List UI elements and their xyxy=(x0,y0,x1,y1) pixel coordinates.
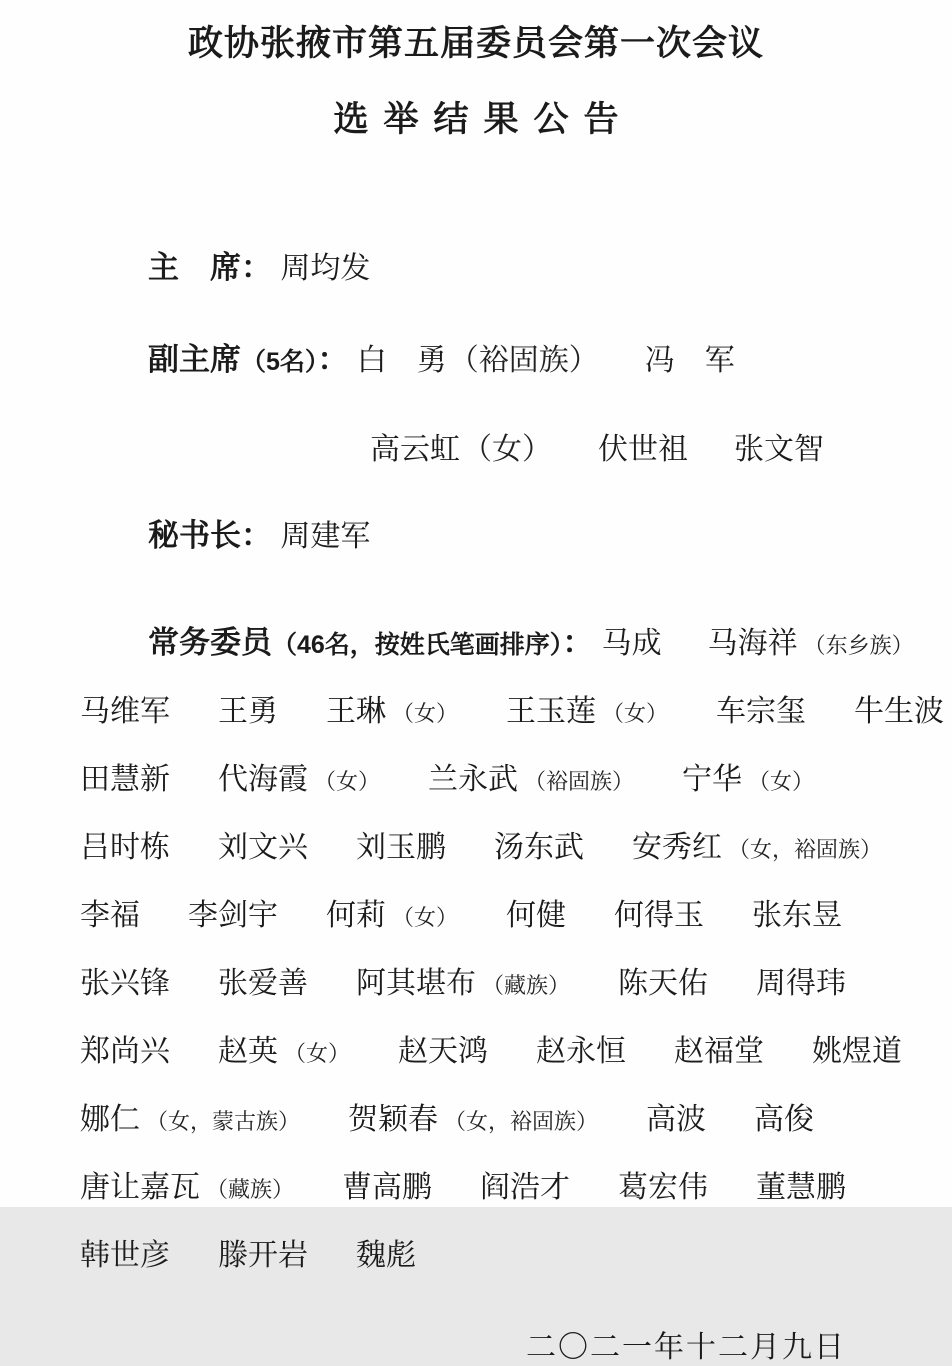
member-name: 张东昱 xyxy=(752,899,843,932)
member-name: 赵福堂 xyxy=(674,1035,765,1068)
member-name: 何健 xyxy=(506,899,567,932)
member-name: 汤东武 xyxy=(494,831,584,864)
member-name: 伏世祖 xyxy=(598,433,688,466)
secretary-general-colon: ： xyxy=(241,518,272,553)
member xyxy=(326,890,458,934)
member-annotation: （女，蒙古族） xyxy=(146,1109,301,1134)
member-name: 代海霞 xyxy=(218,763,308,796)
member-name: 张兴锋 xyxy=(80,967,170,1000)
member xyxy=(708,618,914,662)
member-name: 张文智 xyxy=(734,433,824,466)
standing-committee-colon: ： xyxy=(562,625,594,660)
member-annotation: （女，裕固族） xyxy=(728,837,883,862)
vice-chairmen-count-note: （5名） xyxy=(241,348,318,376)
member xyxy=(428,754,634,798)
vice-chairmen-label: 副主席 xyxy=(148,342,241,377)
chairman-name: 周均发 xyxy=(280,252,371,285)
member-name: 滕开岩 xyxy=(218,1239,308,1272)
member xyxy=(734,424,824,468)
vice-chairmen-colon: ： xyxy=(317,342,349,377)
standing-committee-label: 常务委员 xyxy=(148,625,272,660)
document-title-line1: 政协张掖市第五届委员会第一次会议 xyxy=(187,24,764,63)
member xyxy=(598,424,688,468)
member xyxy=(614,890,704,934)
member-annotation: （女） xyxy=(392,905,459,930)
member-annotation: （女） xyxy=(602,701,669,726)
member xyxy=(398,1026,488,1070)
committee-row xyxy=(80,890,882,934)
member-name: 马成 xyxy=(601,627,662,660)
member xyxy=(218,754,380,798)
member-name: 魏彪 xyxy=(356,1239,416,1272)
member xyxy=(506,686,668,730)
member xyxy=(756,958,846,1002)
member-name: 娜仁 xyxy=(80,1103,140,1136)
document-date: 二〇二一年十二月九日 xyxy=(526,1331,846,1364)
standing-committee-heading-line xyxy=(148,617,952,662)
member-name: 冯 军 xyxy=(644,344,735,377)
member-name: 马海祥 xyxy=(707,627,798,660)
member-name: 郑尚兴 xyxy=(80,1035,170,1068)
member xyxy=(494,822,584,866)
member xyxy=(754,1094,814,1138)
committee-row xyxy=(80,754,882,798)
member xyxy=(218,1230,308,1274)
member xyxy=(480,1162,570,1206)
document-title-line2: 选举结果公告 xyxy=(333,100,634,139)
member xyxy=(80,822,170,866)
member-name: 曹高鹏 xyxy=(342,1171,433,1204)
member-name: 安秀红 xyxy=(632,831,722,864)
member xyxy=(218,822,308,866)
member-annotation: （藏族） xyxy=(482,973,571,998)
committee-row xyxy=(80,822,882,866)
member xyxy=(342,1162,432,1206)
member xyxy=(602,618,662,662)
vice-chairmen-line-1 xyxy=(148,334,952,379)
member-name: 赵英 xyxy=(218,1035,278,1068)
member-name: 车宗玺 xyxy=(716,695,807,728)
member xyxy=(618,1162,708,1206)
member-name: 田慧新 xyxy=(80,763,170,796)
member xyxy=(188,890,278,934)
member-name: 高云虹 xyxy=(370,433,460,466)
vice-chairmen-names-row-1 xyxy=(357,335,735,379)
member-name: 韩世彦 xyxy=(80,1239,170,1272)
secretary-general-line xyxy=(148,510,952,555)
member xyxy=(812,1026,902,1070)
committee-row xyxy=(80,686,945,730)
member-name: 阎浩才 xyxy=(480,1171,571,1204)
member-name: 马维军 xyxy=(80,695,170,728)
member xyxy=(854,686,944,730)
member xyxy=(80,1094,300,1138)
member-name: 周得玮 xyxy=(756,967,847,1000)
member-name: 兰永武 xyxy=(428,763,519,796)
member-annotation: （女） xyxy=(748,769,815,794)
member xyxy=(218,1026,350,1070)
member xyxy=(506,890,566,934)
member-name: 刘玉鹏 xyxy=(356,831,446,864)
member xyxy=(618,958,708,1002)
member-name: 阿其堪布 xyxy=(356,967,476,1000)
member xyxy=(80,754,170,798)
member-name: 王勇 xyxy=(218,695,278,728)
member-name: 王玉莲 xyxy=(506,695,597,728)
member xyxy=(356,958,570,1002)
chairman-label: 主 席 xyxy=(148,250,241,285)
member-annotation: （女） xyxy=(284,1041,351,1066)
member xyxy=(80,890,140,934)
member-name: 葛宏伟 xyxy=(618,1171,709,1204)
member-name: 刘文兴 xyxy=(218,831,308,864)
member-name: 牛生波 xyxy=(854,695,945,728)
chairman-colon: ： xyxy=(241,250,272,285)
member-annotation: （女） xyxy=(462,433,552,466)
member xyxy=(218,686,278,730)
committee-row xyxy=(80,1026,903,1070)
member-annotation: （藏族） xyxy=(206,1177,295,1202)
vice-chairmen-names-row-2 xyxy=(370,424,824,468)
committee-row xyxy=(80,958,882,1002)
member-name: 张爱善 xyxy=(218,967,308,1000)
member-annotation: （女） xyxy=(392,701,459,726)
member xyxy=(80,1230,170,1274)
member xyxy=(370,424,552,468)
member-name: 唐让嘉瓦 xyxy=(80,1171,200,1204)
member-name: 高波 xyxy=(646,1103,707,1136)
member xyxy=(80,686,170,730)
secretary-general-label: 秘书长 xyxy=(148,518,241,553)
member-annotation: （裕固族） xyxy=(448,344,599,377)
member xyxy=(348,1094,598,1138)
member-name: 吕时栋 xyxy=(80,831,170,864)
member xyxy=(752,890,842,934)
committee-row xyxy=(80,1230,882,1274)
committee-row xyxy=(80,1094,882,1138)
member-annotation: （裕固族） xyxy=(524,769,635,794)
member xyxy=(218,958,308,1002)
member xyxy=(356,822,446,866)
member xyxy=(716,686,806,730)
member-annotation: （女，裕固族） xyxy=(444,1109,599,1134)
member xyxy=(645,335,735,379)
member-name: 赵天鸿 xyxy=(398,1035,489,1068)
member-name: 何得玉 xyxy=(614,899,705,932)
member-name: 王琳 xyxy=(326,695,386,728)
member-name: 董慧鹏 xyxy=(756,1171,847,1204)
secretary-general-name: 周建军 xyxy=(280,520,371,553)
member-name: 陈天佑 xyxy=(618,967,709,1000)
member xyxy=(80,958,170,1002)
member xyxy=(674,1026,764,1070)
member-name: 何莉 xyxy=(326,899,386,932)
vice-chairmen-line-2 xyxy=(370,424,952,468)
member xyxy=(356,1230,416,1274)
member-name: 李福 xyxy=(80,899,140,932)
member-name: 姚煜道 xyxy=(812,1035,903,1068)
member xyxy=(80,1162,294,1206)
member xyxy=(646,1094,706,1138)
member-annotation: （东乡族） xyxy=(803,633,914,658)
chairman-line xyxy=(148,242,952,287)
member xyxy=(632,822,882,866)
member-name: 白 勇 xyxy=(356,344,447,377)
member xyxy=(536,1026,626,1070)
standing-committee-member-rows xyxy=(80,686,945,1274)
member-name: 宁华 xyxy=(682,763,743,796)
member xyxy=(80,1026,170,1070)
member-name: 李剑宇 xyxy=(188,899,278,932)
member-annotation: （女） xyxy=(314,769,381,794)
committee-row xyxy=(80,1162,882,1206)
member xyxy=(326,686,458,730)
standing-committee-count-note: （46名，按姓氏笔画排序） xyxy=(272,631,563,659)
member-name: 贺颖春 xyxy=(348,1103,439,1136)
standing-committee-first-members xyxy=(602,618,914,662)
member xyxy=(756,1162,846,1206)
member xyxy=(357,335,599,379)
member-name: 赵永恒 xyxy=(536,1035,627,1068)
member-name: 高俊 xyxy=(754,1103,815,1136)
member xyxy=(682,754,814,798)
